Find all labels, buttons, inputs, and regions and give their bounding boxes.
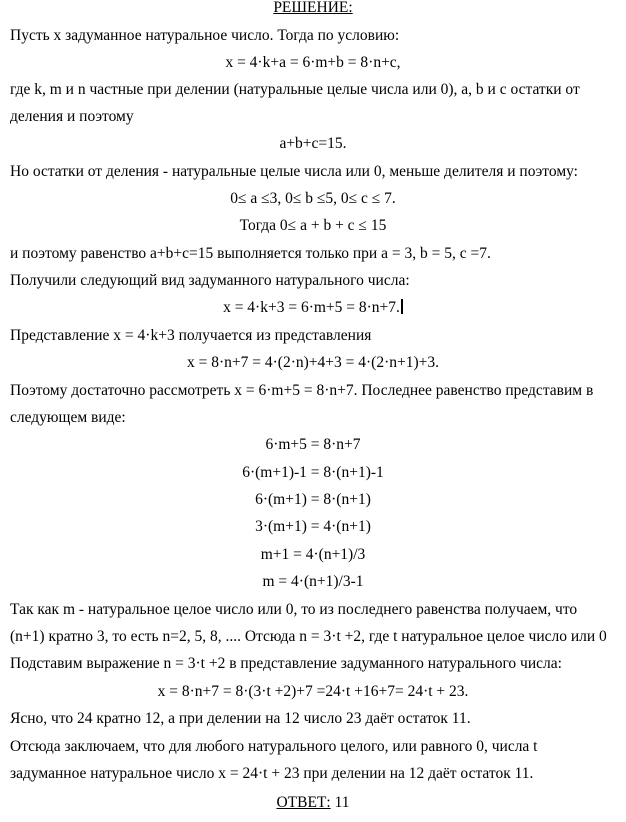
- formula-line: 6·(m+1) = 8·(n+1): [255, 491, 371, 508]
- formula-line: 0≤ a ≤3, 0≤ b ≤5, 0≤ c ≤ 7.: [230, 190, 396, 207]
- text-line: Подставим выражение n = 3·t +2 в представление задуманного натурального числа:: [10, 655, 562, 672]
- text-line: Представление x = 4·k+3 получается из представления: [10, 327, 372, 344]
- text-line: следующем виде:: [10, 409, 126, 426]
- formula-line: a+b+c=15.: [279, 135, 347, 152]
- text-line: Поэтому достаточно рассмотреть x = 6·m+5 = 8·n+7. Последнее равенство представим в: [10, 382, 594, 399]
- text-line: Ясно, что 24 кратно 12, а при делении на 12 число 23 даёт остаток 11.: [10, 710, 471, 727]
- answer-label: ОТВЕТ:: [276, 794, 331, 811]
- formula-line: x = 8·n+7 = 4·(2·n)+4+3 = 4·(2·n+1)+3.: [186, 354, 439, 371]
- formula-line: 6·(m+1)-1 = 8·(n+1)-1: [242, 464, 384, 481]
- text-line: (n+1) кратно 3, то есть n=2, 5, 8, .... Отсюда n = 3·t +2, где t натуральное целое число или 0: [10, 628, 607, 645]
- formula-line: m = 4·(n+1)/3-1: [262, 573, 364, 590]
- text-line: Так как m - натуральное целое число или 0, то из последнего равенства получаем, что: [10, 601, 578, 618]
- formula-line-with-cursor: [0, 297, 626, 319]
- formula-line: 3·(m+1) = 4·(n+1): [255, 518, 371, 535]
- answer-value: 11: [334, 794, 350, 811]
- text-line: Получили следующий вид задуманного натурального числа:: [10, 272, 410, 289]
- text-line: деления и поэтому: [10, 108, 134, 125]
- text-line: Отсюда заключаем, что для любого натурального целого, или равного 0, числа t: [10, 738, 538, 755]
- formula-line: m+1 = 4·(n+1)/3: [260, 546, 366, 563]
- answer-line: [0, 792, 626, 814]
- text-line: Пусть x задуманное натуральное число. Тогда по условию:: [10, 27, 400, 44]
- formula-text: x = 4·k+3 = 6·m+5 = 8·n+7.: [223, 299, 400, 316]
- formula-line: x = 8·n+7 = 8·(3·t +2)+7 =24·t +16+7= 24·t + 23.: [157, 683, 469, 700]
- text-line: где k, m и n частные при делении (натуральные целые числа или 0), a, b и c остатки от: [10, 81, 580, 98]
- formula-line: Тогда 0≤ a + b + c ≤ 15: [239, 217, 387, 234]
- solution-title: РЕШЕНИЕ:: [273, 0, 353, 16]
- formula-line: 6·m+5 = 8·n+7: [265, 436, 361, 453]
- formula-line: x = 4·k+a = 6·m+b = 8·n+c,: [225, 54, 401, 71]
- text-line: Но остатки от деления - натуральные целые числа или 0, меньше делителя и поэтому:: [10, 163, 578, 180]
- text-line: задуманное натуральное число x = 24·t + 23 при делении на 12 даёт остаток 11.: [10, 765, 534, 782]
- text-line: и поэтому равенство a+b+c=15 выполняется только при a = 3, b = 5, c =7.: [10, 245, 491, 262]
- text-cursor: [401, 299, 403, 314]
